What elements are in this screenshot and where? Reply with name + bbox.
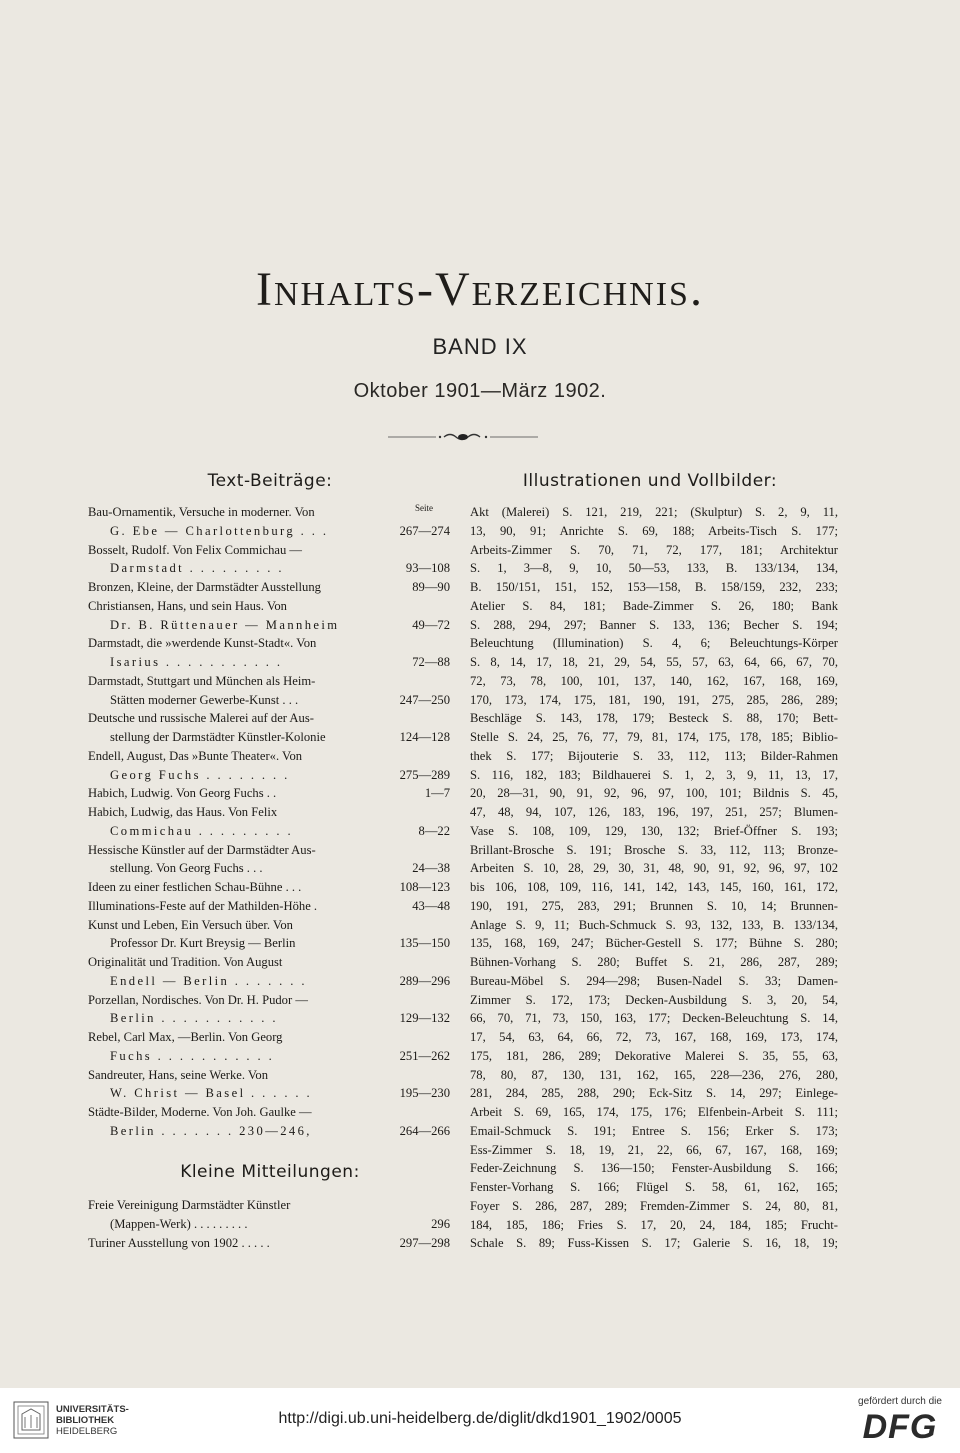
- toc-entry-text: Endell — Berlin . . . . . . .: [110, 973, 307, 988]
- toc-entry: [88, 803, 450, 822]
- footer-bar: [0, 1388, 960, 1453]
- seite-label: Seite: [415, 503, 433, 513]
- toc-entry-pages: 195—230: [399, 1086, 450, 1101]
- toc-entry-text: Bronzen, Kleine, der Darmstädter Ausstellung: [88, 580, 321, 594]
- toc-entry: [88, 972, 450, 991]
- illustration-index-line: Anlage S. 9, 11; Buch-Schmuck S. 93, 132, 133, B. 133/134,: [470, 917, 838, 932]
- toc-entry-text: Professor Dr. Kurt Breysig — Berlin: [110, 936, 296, 951]
- toc-entry: [88, 1196, 450, 1215]
- toc-entry: [88, 766, 450, 785]
- illustration-index-line: B. 150/151, 151, 152, 153—158, B. 158/159, 232, 233;: [470, 580, 838, 594]
- illustration-index-line: 66, 70, 71, 73, 150, 163, 177; Decken-Beleuchtung S. 14,: [470, 1011, 838, 1026]
- toc-entry-text: Berlin . . . . . . . 230—246,: [110, 1123, 312, 1138]
- toc-entry-text: Originalität und Tradition. Von August: [88, 955, 283, 969]
- toc-entry-text: Darmstadt . . . . . . . . .: [110, 561, 284, 576]
- toc-entry: [88, 1009, 450, 1028]
- toc-entry-text: Städte-Bilder, Moderne. Von Joh. Gaulke —: [88, 1105, 312, 1119]
- illustration-index-line: 190, 191, 275, 283, 291; Brunnen S. 10, 14; Brunnen-: [470, 898, 838, 913]
- toc-entry: [88, 841, 450, 860]
- toc-entry-text: Darmstadt, Stuttgart und München als Heim-: [88, 673, 316, 688]
- toc-entry: [88, 953, 450, 972]
- toc-entry-text: Isarius . . . . . . . . . . .: [110, 655, 283, 669]
- toc-entry-pages: 8—22: [418, 823, 450, 838]
- library-line-2: BIBLIOTHEK: [56, 1415, 115, 1426]
- toc-entry-pages: 93—108: [405, 561, 450, 576]
- illustration-index-line: Stelle S. 24, 25, 76, 77, 79, 81, 174, 175, 178, 185; Biblio-: [470, 730, 838, 744]
- illustration-index-line: bis 106, 108, 109, 116, 141, 142, 143, 145, 160, 161, 172,: [470, 880, 838, 894]
- library-line-3: HEIDELBERG: [56, 1426, 118, 1437]
- toc-entry-text: Ideen zu einer festlichen Schau-Bühne . . .: [88, 880, 302, 894]
- illustration-index-line: 72, 73, 78, 100, 101, 137, 140, 162, 167, 168, 169,: [470, 673, 838, 688]
- toc-entry-pages: 296: [431, 1216, 450, 1231]
- illustrations-heading: Illustrationen und Vollbilder:: [522, 471, 778, 491]
- toc-entry: [88, 1028, 450, 1047]
- page-title: Inhalts-Verzeichnis.: [256, 263, 704, 316]
- illustration-index-line: 135, 168, 169, 247; Bücher-Gestell S. 177; Bühne S. 280;: [470, 936, 838, 951]
- toc-entry-pages: 72—88: [412, 655, 450, 669]
- toc-entry: [88, 709, 450, 728]
- toc-entry-pages: 24—38: [412, 861, 450, 876]
- illustration-index-line: Foyer S. 286, 287, 289; Fremden-Zimmer S. 24, 80, 81,: [470, 1198, 838, 1213]
- toc-entry-pages: 289—296: [399, 973, 450, 988]
- toc-entry-text: Georg Fuchs . . . . . . . .: [110, 767, 290, 782]
- toc-entry-text: Bau-Ornamentik, Versuche in moderner. Von: [88, 505, 315, 519]
- toc-entry: [88, 597, 450, 616]
- toc-entry-text: Endell, August, Das »Bunte Theater«. Von: [88, 748, 303, 763]
- toc-entry: [88, 559, 450, 578]
- kleine-mitteilungen-list: [88, 1196, 450, 1252]
- toc-entry-pages: 124—128: [399, 730, 450, 744]
- illustration-index-line: Fenster-Vorhang S. 166; Flügel S. 58, 61, 162, 165;: [470, 1180, 838, 1194]
- toc-entry: [88, 522, 450, 541]
- illustration-index-line: 78, 80, 87, 130, 131, 162, 165, 228—236, 276, 280,: [470, 1067, 838, 1082]
- volume-label: BAND IX: [432, 334, 528, 359]
- text-contributions-heading: Text-Beiträge:: [207, 471, 333, 491]
- toc-entry: [88, 653, 450, 672]
- toc-entry-text: Christiansen, Hans, und sein Haus. Von: [88, 598, 287, 613]
- illustration-index-line: Bureau-Möbel S. 294—298; Busen-Nadel S. 33; Damen-: [470, 973, 838, 988]
- toc-entry: [88, 897, 450, 916]
- illustration-index-line: Schale S. 89; Fuss-Kissen S. 17; Galerie S. 16, 18, 19;: [470, 1236, 838, 1251]
- illustration-index-line: 20, 28—31, 90, 91, 92, 96, 97, 100, 101; Bildnis S. 45,: [470, 786, 838, 801]
- toc-entry-text: Habich, Ludwig, das Haus. Von Felix: [88, 805, 278, 819]
- illustration-index-line: 175, 181, 286, 289; Dekorative Malerei S. 35, 55, 63,: [470, 1048, 838, 1063]
- toc-entry: [88, 822, 450, 841]
- toc-entry-text: Stätten moderner Gewerbe-Kunst . . .: [110, 692, 299, 707]
- toc-entry: [88, 578, 450, 597]
- illustration-index-line: 281, 284, 285, 288, 290; Eck-Sitz S. 14, 297; Einlege-: [470, 1086, 838, 1101]
- library-name: [56, 1404, 129, 1437]
- library-line-1: UNIVERSITÄTS-: [56, 1404, 129, 1415]
- toc-entry: [88, 1084, 450, 1103]
- toc-entry: [88, 728, 450, 747]
- illustration-index-line: Vase S. 108, 109, 129, 130, 132; Brief-Öffner S. 193;: [470, 823, 838, 838]
- toc-entry-text: Commichau . . . . . . . . .: [110, 823, 294, 838]
- toc-entry-text: Berlin . . . . . . . . . . .: [110, 1011, 278, 1026]
- toc-entry-text: W. Christ — Basel . . . . . .: [110, 1086, 313, 1101]
- toc-entry-text: stellung der Darmstädter Künstler-Kolonie: [110, 730, 326, 744]
- toc-entry: [88, 1066, 450, 1085]
- toc-entry: [88, 916, 450, 935]
- toc-entry: [88, 1234, 450, 1253]
- illustration-index-line: Beschläge S. 143, 178, 179; Besteck S. 88, 170; Bett-: [470, 711, 838, 726]
- illustration-index-line: Feder-Zeichnung S. 136—150; Fenster-Ausbildung S. 166;: [470, 1161, 838, 1176]
- toc-entry-text: Darmstadt, die »werdende Kunst-Stadt«. Von: [88, 636, 317, 651]
- toc-entry: [88, 634, 450, 653]
- illustration-index-line: 170, 173, 174, 175, 181, 190, 191, 275, 285, 286, 289;: [470, 692, 838, 707]
- university-seal-icon: [12, 1400, 50, 1440]
- toc-entry-text: Porzellan, Nordisches. Von Dr. H. Pudor —: [88, 992, 308, 1007]
- toc-entry: [88, 934, 450, 953]
- toc-entry: [88, 672, 450, 691]
- toc-entry-pages: 264—266: [399, 1123, 450, 1138]
- toc-entry: [88, 1047, 450, 1066]
- toc-entry-text: Rebel, Carl Max, —Berlin. Von Georg: [88, 1030, 283, 1044]
- toc-entry: [88, 859, 450, 878]
- illustration-index-line: Brillant-Brosche S. 191; Brosche S. 33, 112, 113; Bronze-: [470, 842, 838, 857]
- toc-entry-pages: 1—7: [424, 786, 450, 801]
- toc-entry-pages: 275—289: [399, 767, 450, 782]
- toc-entry-pages: 135—150: [399, 936, 450, 951]
- illustration-index-line: thek S. 177; Bijouterie S. 33, 112, 113; Bilder-Rahmen: [470, 748, 838, 763]
- ornament-divider-icon: [388, 430, 538, 444]
- toc-entry-text: Sandreuter, Hans, seine Werke. Von: [88, 1067, 269, 1082]
- illustration-index-line: Arbeits-Zimmer S. 70, 71, 72, 177, 181; Architektur: [470, 542, 838, 557]
- toc-entry: [88, 991, 450, 1010]
- toc-entry-pages: 129—132: [399, 1011, 450, 1026]
- toc-entry-text: Bosselt, Rudolf. Von Felix Commichau —: [88, 542, 302, 557]
- illustration-index-line: 17, 54, 63, 64, 66, 72, 73, 167, 168, 169, 173, 174,: [470, 1030, 838, 1044]
- toc-entry-text: Deutsche und russische Malerei auf der Aus-: [88, 711, 314, 726]
- illustration-index-line: Zimmer S. 172, 173; Decken-Ausbildung S. 3, 20, 54,: [470, 992, 838, 1007]
- toc-entry-pages: 251—262: [399, 1048, 450, 1063]
- toc-entry-text: Hessische Künstler auf der Darmstädter Aus-: [88, 842, 316, 857]
- toc-entry-text: Dr. B. Rüttenauer — Mannheim: [110, 617, 340, 632]
- illustration-index-line: Beleuchtung (Illumination) S. 4, 6; Beleuchtungs-Körper: [470, 636, 838, 651]
- illustration-index-line: Arbeiten S. 10, 28, 29, 30, 31, 48, 90, 91, 92, 96, 97, 102: [470, 861, 838, 876]
- illustration-index-line: Akt (Malerei) S. 121, 219, 221; (Skulptur) S. 2, 9, 11,: [470, 505, 838, 519]
- illustration-index-line: Ess-Zimmer S. 18, 19, 21, 22, 66, 67, 167, 168, 169;: [470, 1142, 838, 1157]
- illustration-index-line: 47, 48, 94, 107, 126, 183, 196, 197, 251, 257; Blumen-: [470, 805, 838, 819]
- kleine-mitteilungen-heading: Kleine Mitteilungen:: [180, 1162, 360, 1182]
- source-url[interactable]: http://digi.ub.uni-heidelberg.de/diglit/dkd1901_1902/0005: [278, 1410, 682, 1427]
- toc-entry: [88, 691, 450, 710]
- toc-entry-pages: 49—72: [412, 617, 450, 632]
- toc-entry: [88, 784, 450, 803]
- toc-entry-pages: 43—48: [412, 898, 450, 913]
- illustration-index-line: 13, 90, 91; Anrichte S. 69, 188; Arbeits-Tisch S. 177;: [470, 523, 838, 538]
- illustration-index-line: S. 116, 182, 183; Bildhauerei S. 1, 2, 3, 9, 11, 13, 17,: [470, 767, 838, 782]
- toc-entry-pages: 89—90: [412, 580, 450, 594]
- text-contributions-list: [88, 503, 450, 1141]
- toc-entry-pages: 108—123: [399, 880, 450, 894]
- toc-entry: [88, 1215, 450, 1234]
- toc-entry: [88, 503, 450, 522]
- illustration-index-line: Bühnen-Vorhang S. 280; Buffet S. 21, 286, 287, 289;: [470, 955, 838, 969]
- toc-entry: [88, 878, 450, 897]
- illustration-index-line: 184, 185, 186; Fries S. 17, 20, 24, 184, 185; Frucht-: [470, 1217, 838, 1232]
- toc-entry-text: (Mappen-Werk) . . . . . . . . .: [110, 1216, 248, 1231]
- illustration-index-line: Arbeit S. 69, 165, 174, 175, 176; Elfenbein-Arbeit S. 111;: [470, 1105, 838, 1119]
- toc-entry-pages: 267—274: [399, 523, 450, 538]
- toc-entry-text: Kunst und Leben, Ein Versuch über. Von: [88, 917, 293, 932]
- period-label: Oktober 1901—März 1902.: [353, 380, 607, 402]
- illustration-index-line: S. 1, 3—8, 9, 10, 50—53, 133, B. 133/134, 134,: [470, 561, 838, 576]
- funded-by-label: gefördert durch die: [858, 1396, 942, 1407]
- illustration-index-line: Email-Schmuck S. 191; Entree S. 156; Erker S. 173;: [470, 1123, 838, 1138]
- toc-entry: [88, 541, 450, 560]
- toc-entry-pages: 247—250: [399, 692, 450, 707]
- illustration-index-line: S. 288, 294, 297; Banner S. 133, 136; Becher S. 194;: [470, 617, 838, 632]
- toc-entry-text: Turiner Ausstellung von 1902 . . . . .: [88, 1235, 270, 1250]
- illustrations-index: [470, 503, 838, 1253]
- illustration-index-line: S. 8, 14, 17, 18, 21, 29, 54, 55, 57, 63, 64, 66, 67, 70,: [470, 655, 838, 669]
- toc-entry: [88, 616, 450, 635]
- toc-entry: [88, 1122, 450, 1141]
- toc-entry-text: Habich, Ludwig. Von Georg Fuchs . .: [88, 786, 277, 801]
- toc-entry-text: stellung. Von Georg Fuchs . . .: [110, 861, 263, 876]
- toc-entry-text: Freie Vereinigung Darmstädter Künstler: [88, 1198, 291, 1212]
- toc-entry: [88, 1103, 450, 1122]
- toc-entry-pages: 297—298: [399, 1235, 450, 1250]
- toc-entry-text: G. Ebe — Charlottenburg . . .: [110, 523, 329, 538]
- illustration-index-line: Atelier S. 84, 181; Bade-Zimmer S. 26, 180; Bank: [470, 598, 838, 613]
- toc-entry-text: Illuminations-Feste auf der Mathilden-Höhe .: [88, 898, 318, 913]
- toc-entry-text: Fuchs . . . . . . . . . . .: [110, 1048, 275, 1063]
- dfg-logo: DFG: [862, 1408, 938, 1446]
- toc-entry: [88, 747, 450, 766]
